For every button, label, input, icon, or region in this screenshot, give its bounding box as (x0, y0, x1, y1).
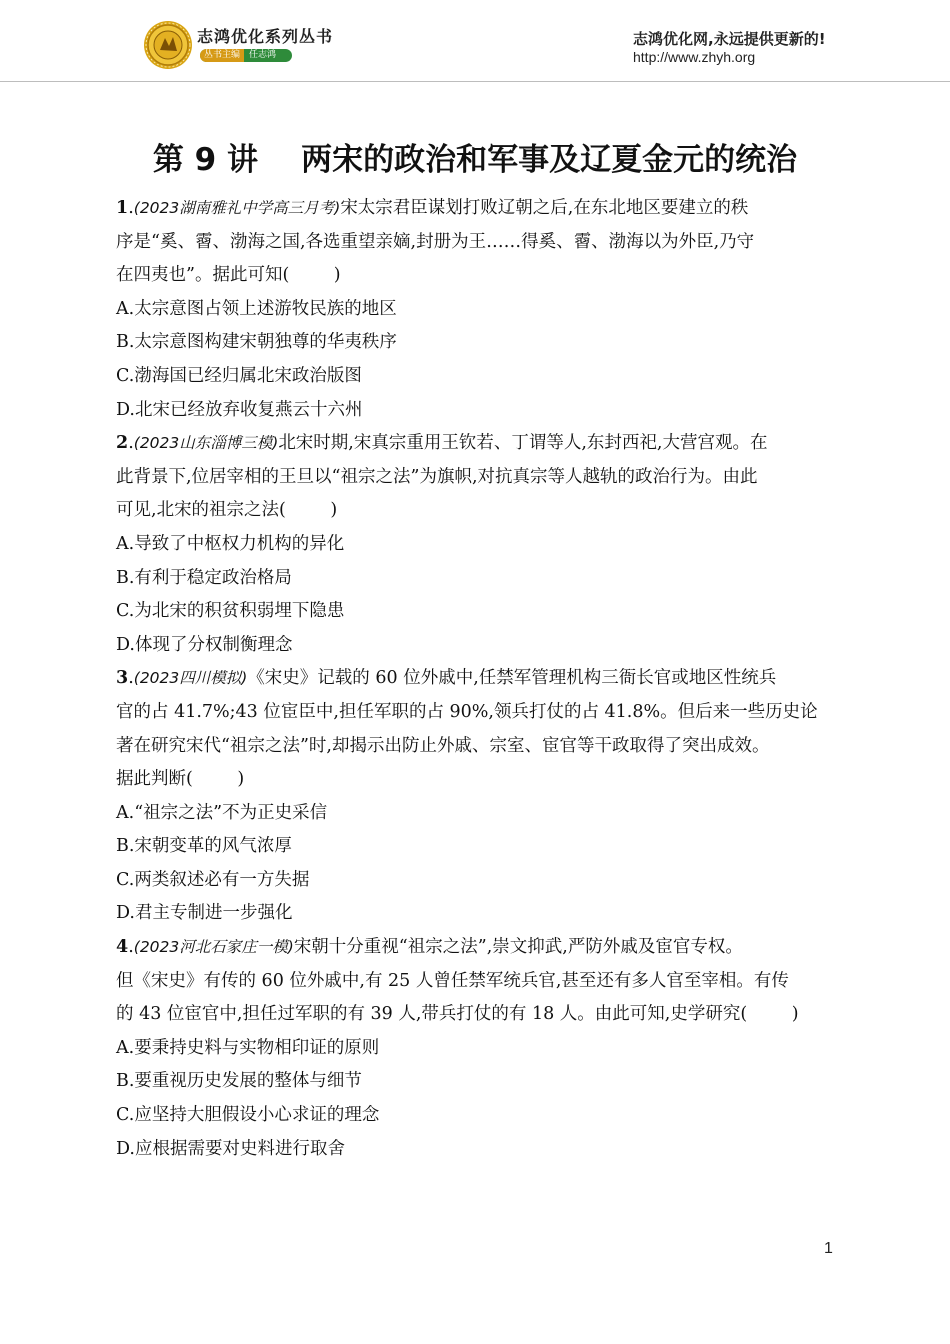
question-stem-text: 宋朝十分重视“祖宗之法”,崇文抑武,严防外戚及宦官专权。 (293, 937, 743, 958)
question-number: 3 (116, 668, 129, 689)
question-stem-line: 官的占 41.7%;43 位宦臣中,担任军职的占 90%,领兵打仗的占 41.8%。但后来一些历史论 (116, 701, 818, 722)
question-stem-line: 此背景下,位居宰相的王旦以“祖宗之法”为旗帜,对抗真宗等人越轨的政治行为。由此 (116, 466, 758, 487)
editor-badge (200, 49, 292, 62)
option-b[interactable]: B.太宗意图构建宋朝独尊的华夷秩序 (116, 332, 397, 353)
question-stem-line: 4.(2023河北石家庄一模)宋朝十分重视“祖宗之法”,崇文抑武,严防外戚及宦官专权。 (116, 937, 743, 958)
question-stem-line: 但《宋史》有传的 60 位外戚中,有 25 人曾任禁军统兵官,甚至还有多人官至宰相。有传 (116, 970, 789, 991)
question-stem-line: 可见,北宋的祖宗之法( ) (116, 500, 338, 521)
question-list (116, 192, 846, 1166)
option-c[interactable]: C.为北宋的积贫积弱埋下隐患 (116, 601, 345, 622)
series-title: 志鸿优化系列丛书 (197, 27, 334, 46)
question-number: 1 (116, 198, 129, 218)
option-a[interactable]: A.要秉持史料与实物相印证的原则 (116, 1037, 380, 1058)
question-source: (2023四川模拟) (133, 669, 248, 688)
page-number: 1 (824, 1240, 833, 1257)
option-c[interactable]: C.应坚持大胆假设小心求证的理念 (116, 1105, 380, 1126)
option-a[interactable]: A.“祖宗之法”不为正史采信 (116, 802, 328, 823)
header-url[interactable]: http://www.zhyh.org (633, 49, 756, 65)
option-d[interactable]: D.应根据需要对史料进行取舍 (116, 1138, 345, 1159)
question-stem-line: 据此判断( ) (116, 769, 245, 790)
page-title: 第 9 讲 两宋的政治和军事及辽夏金元的统治 (152, 142, 798, 178)
question-stem-line: 在四夷也”。据此可知( ) (116, 265, 341, 286)
editor-label: 丛书主编 (200, 49, 244, 62)
question-number: 2 (116, 433, 129, 454)
question-stem-text: 宋太宗君臣谋划打败辽朝之后,在东北地区要建立的秩 (340, 198, 749, 218)
question-stem-text: 《宋史》记载的 60 位外戚中,任禁军管理机构三衙长官或地区性统兵 (247, 668, 777, 689)
question-stem-line: 2.(2023山东淄博三模)北宋时期,宋真宗重用王钦若、丁谓等人,东封西祀,大营宫观。在 (116, 433, 768, 454)
page-header (0, 0, 950, 82)
question-stem-line: 的 43 位宦官中,担任过军职的有 39 人,带兵打仗的有 18 人。由此可知,史学研究( ) (116, 1004, 799, 1025)
option-b[interactable]: B.宋朝变革的风气浓厚 (116, 836, 292, 857)
option-c[interactable]: C.两类叙述必有一方失据 (116, 869, 310, 890)
question-stem-line: 1.(2023湖南雅礼中学高三月考)宋太宗君臣谋划打败辽朝之后,在东北地区要建立的秩 (116, 198, 749, 218)
question-item (116, 427, 846, 662)
zhihong-seal-logo-icon (143, 20, 193, 70)
header-divider (0, 81, 950, 82)
question-number: 4 (116, 937, 129, 958)
header-slogan: 志鸿优化网,永远提供更新的! (633, 30, 826, 48)
question-stem-text: 北宋时期,宋真宗重用王钦若、丁谓等人,东封西祀,大营宫观。在 (278, 433, 768, 454)
option-a[interactable]: A.导致了中枢权力机构的异化 (116, 533, 345, 554)
option-c[interactable]: C.渤海国已经归属北宋政治版图 (116, 365, 362, 386)
question-stem-line: 3.(2023四川模拟)《宋史》记载的 60 位外戚中,任禁军管理机构三衙长官或地区性统兵 (116, 668, 777, 689)
option-b[interactable]: B.有利于稳定政治格局 (116, 567, 292, 588)
question-stem-line: 序是“奚、霫、渤海之国,各选重望亲嫡,封册为王……得奚、霫、渤海以为外臣,乃守 (116, 231, 755, 252)
question-item (116, 192, 846, 427)
option-d[interactable]: D.体现了分权制衡理念 (116, 634, 293, 655)
question-source: (2023湖南雅礼中学高三月考) (133, 199, 341, 217)
question-source: (2023河北石家庄一模) (133, 938, 294, 957)
question-source: (2023山东淄博三模) (133, 434, 279, 453)
option-d[interactable]: D.北宋已经放弃收复燕云十六州 (116, 399, 363, 420)
editor-name: 任志鸿 (249, 50, 277, 60)
question-item (116, 931, 846, 1166)
option-d[interactable]: D.君主专制进一步强化 (116, 903, 293, 924)
option-b[interactable]: B.要重视历史发展的整体与细节 (116, 1071, 362, 1092)
question-item (116, 662, 846, 931)
question-stem-line: 著在研究宋代“祖宗之法”时,却揭示出防止外戚、宗室、宦官等干政取得了突出成效。 (116, 735, 770, 756)
option-a[interactable]: A.太宗意图占领上述游牧民族的地区 (116, 298, 397, 319)
